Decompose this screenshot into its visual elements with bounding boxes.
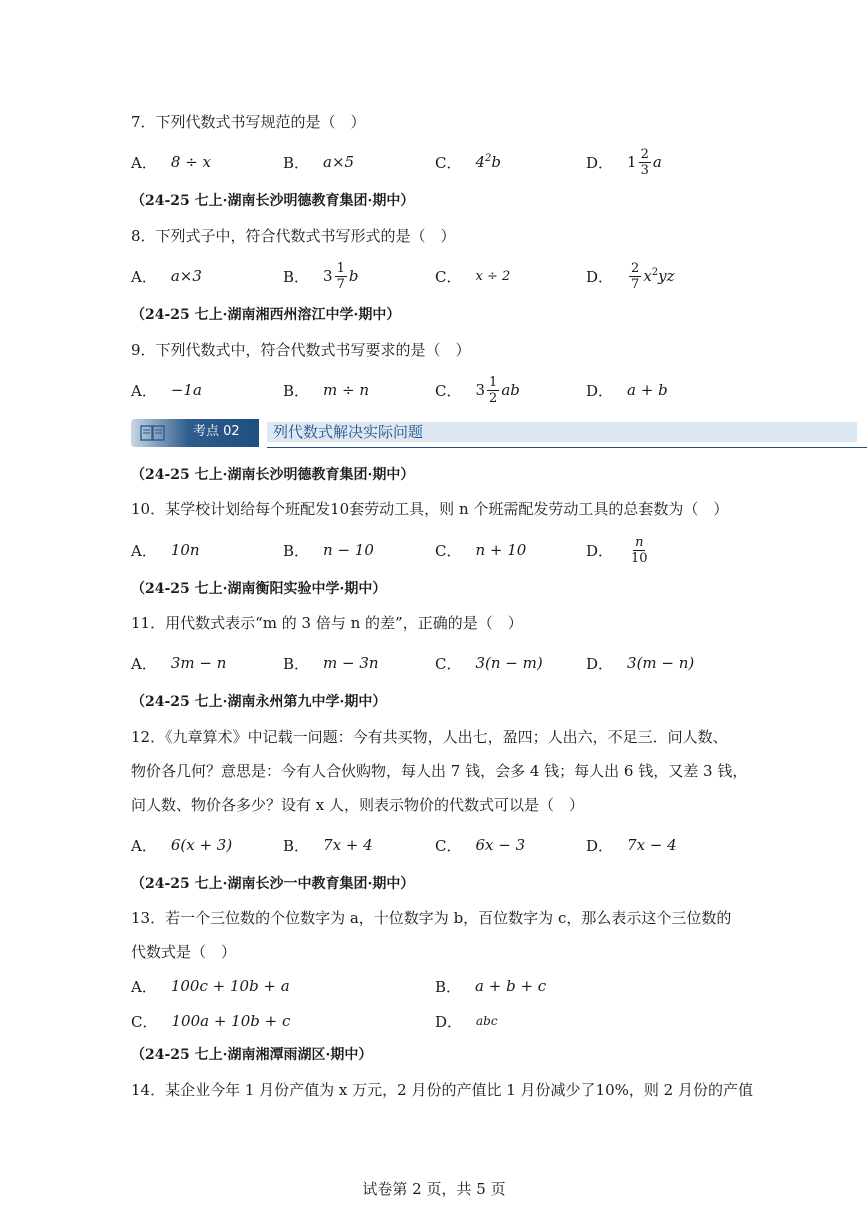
q8-source: （24-25 七上·湖南长沙明德教育集团·期中） bbox=[131, 193, 415, 209]
q13-options-row-1 bbox=[131, 966, 751, 1006]
q9-option-b[interactable]: B． m ÷ n bbox=[283, 381, 370, 400]
q10-option-a[interactable]: A． 10n bbox=[131, 541, 200, 560]
q10-option-b[interactable]: B． n − 10 bbox=[283, 541, 374, 560]
fraction: $\frac{1}{2}$ bbox=[489, 374, 498, 406]
fraction: $\frac{1}{7}$ bbox=[336, 260, 345, 292]
q11-option-b[interactable]: B． m − 3n bbox=[283, 654, 379, 673]
q11-option-a[interactable]: A． 3m − n bbox=[131, 654, 227, 673]
q7-options bbox=[131, 142, 751, 182]
q8-option-d[interactable]: D． $\frac{2}{7}$ $x^2yz$ bbox=[586, 260, 675, 292]
q13-source: （24-25 七上·湖南长沙一中教育集团·期中） bbox=[131, 876, 415, 892]
q9-options bbox=[131, 370, 751, 410]
q12-stem-line-3: 问人数、物价各多少？设有 x 人，则表示物价的代数式可以是（ ） bbox=[131, 796, 584, 814]
q9-source: （24-25 七上·湖南湘西州溶江中学·期中） bbox=[131, 307, 401, 323]
q13-option-b[interactable]: B． a + b + c bbox=[435, 977, 547, 996]
q8-option-a[interactable]: A． a×3 bbox=[131, 267, 202, 286]
q12-source: （24-25 七上·湖南永州第九中学·期中） bbox=[131, 694, 387, 710]
q7-option-c[interactable]: C． $4^2b$ bbox=[435, 153, 502, 172]
q9-stem: 9．下列代数式中，符合代数式书写要求的是（ ） bbox=[131, 341, 471, 359]
q12-option-b[interactable]: B． 7x + 4 bbox=[283, 836, 373, 855]
q8-option-c[interactable]: C． x ÷ 2 bbox=[435, 267, 511, 286]
q13-option-c[interactable]: C． 100a + 10b + c bbox=[131, 1012, 291, 1031]
q10-source: （24-25 七上·湖南长沙明德教育集团·期中） bbox=[131, 467, 415, 483]
q13-stem-line-2: 代数式是（ ） bbox=[131, 943, 237, 961]
q7-option-b[interactable]: B． a×5 bbox=[283, 153, 355, 172]
q10-options bbox=[131, 530, 751, 570]
q11-option-c[interactable]: C． 3(n − m) bbox=[435, 654, 543, 673]
section-title: 列代数式解决实际问题 bbox=[273, 423, 424, 441]
q14-stem: 14．某企业今年 1 月份产值为 x 万元，2 月份的产值比 1 月份减少了10%，则 2 月份的产值 bbox=[131, 1081, 753, 1099]
book-icon bbox=[131, 419, 171, 447]
q8-stem: 8．下列式子中，符合代数式书写形式的是（ ） bbox=[131, 227, 456, 245]
section-rule bbox=[267, 447, 867, 448]
q11-option-d[interactable]: D． 3(m − n) bbox=[586, 654, 695, 673]
fraction: $\frac{n}{10}$ bbox=[631, 534, 648, 566]
q8-options bbox=[131, 256, 751, 296]
q7-stem: 7．下列代数式书写规范的是（ ） bbox=[131, 113, 366, 131]
q10-option-c[interactable]: C． n + 10 bbox=[435, 541, 527, 560]
q12-stem-line-1: 12．《九章算术》中记载一问题：今有共买物，人出七，盈四；人出六，不足三．问人数、 bbox=[131, 728, 728, 746]
q7-option-d[interactable]: D． 1 $\frac{2}{3}$ a bbox=[586, 146, 662, 178]
q9-option-d[interactable]: D． a + b bbox=[586, 381, 668, 400]
q10-option-d[interactable]: D． $\frac{n}{10}$ bbox=[586, 534, 648, 566]
fraction: $\frac{2}{7}$ bbox=[631, 260, 640, 292]
q10-stem: 10．某学校计划给每个班配发10套劳动工具，则 n 个班需配发劳动工具的总套数为（ ） bbox=[131, 500, 729, 518]
q12-option-d[interactable]: D． 7x − 4 bbox=[586, 836, 677, 855]
q9-option-a[interactable]: A． −1a bbox=[131, 381, 202, 400]
q11-options bbox=[131, 643, 751, 683]
q13-stem-line-1: 13．若一个三位数的个位数字为 a，十位数字为 b，百位数字为 c，那么表示这个三位数的 bbox=[131, 909, 732, 927]
q14-source: （24-25 七上·湖南湘潭雨湖区·期中） bbox=[131, 1047, 373, 1063]
page-footer: 试卷第 2 页，共 5 页 bbox=[362, 1180, 506, 1198]
q11-source: （24-25 七上·湖南衡阳实验中学·期中） bbox=[131, 581, 387, 597]
q9-option-c[interactable]: C． 3 $\frac{1}{2}$ ab bbox=[435, 374, 520, 406]
q12-option-a[interactable]: A． 6(x + 3) bbox=[131, 836, 233, 855]
q12-option-c[interactable]: C． 6x − 3 bbox=[435, 836, 526, 855]
q7-option-a[interactable]: A． 8 ÷ x bbox=[131, 153, 211, 172]
fraction: $\frac{2}{3}$ bbox=[640, 146, 649, 178]
q11-stem: 11．用代数式表示“m 的 3 倍与 n 的差”，正确的是（ ） bbox=[131, 614, 523, 632]
section-tag-label: 考点 02 bbox=[193, 424, 240, 439]
q12-stem-line-2: 物价各几何？意思是：今有人合伙购物，每人出 7 钱，会多 4 钱；每人出 6 钱，又差 3 钱， bbox=[131, 762, 748, 780]
q8-option-b[interactable]: B． 3 $\frac{1}{7}$ b bbox=[283, 260, 359, 292]
q13-option-a[interactable]: A． 100c + 10b + a bbox=[131, 977, 290, 996]
section-banner bbox=[131, 416, 736, 452]
q13-options-row-2 bbox=[131, 1001, 751, 1041]
q12-options bbox=[131, 825, 751, 865]
q13-option-d[interactable]: D． abc bbox=[435, 1012, 498, 1031]
